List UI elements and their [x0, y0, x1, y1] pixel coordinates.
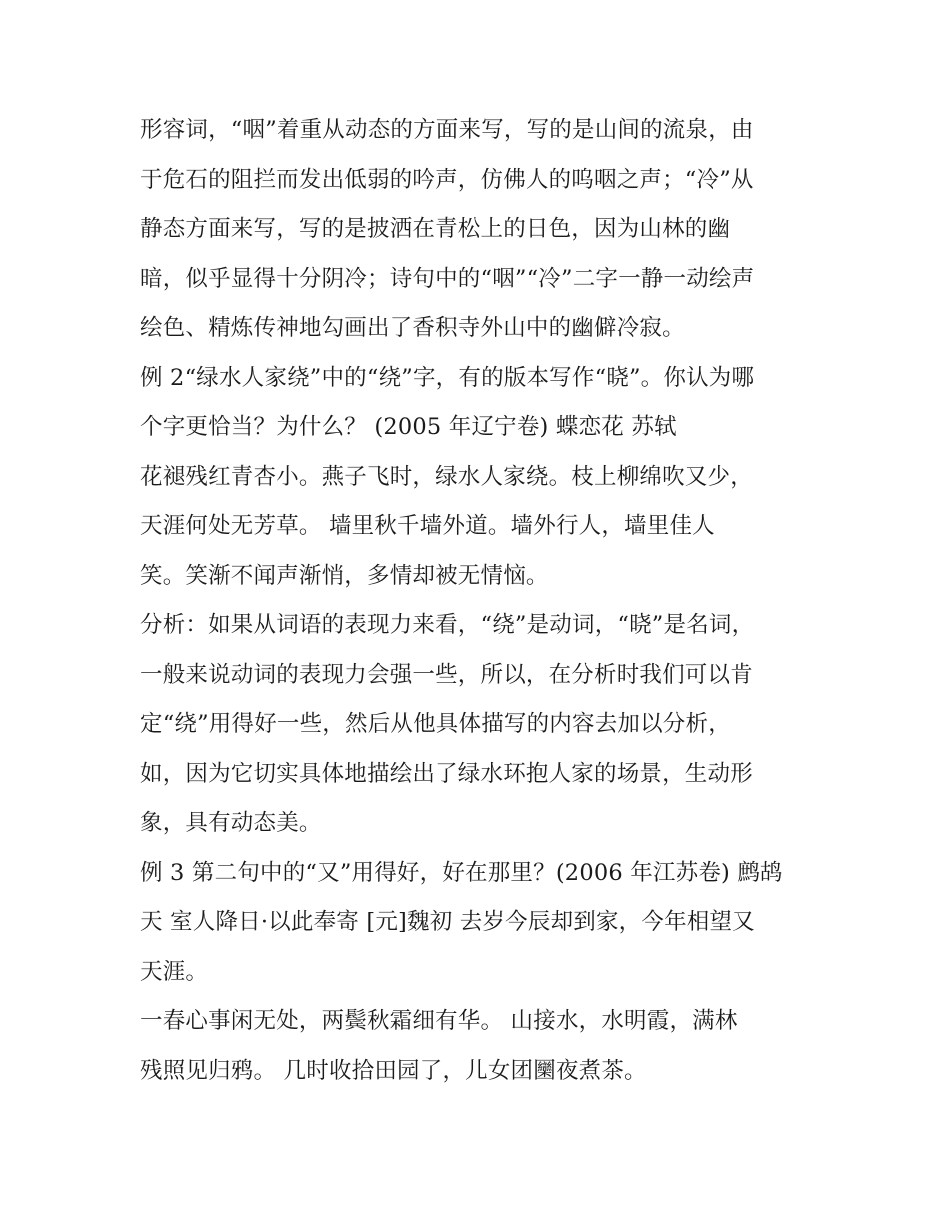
text-line: 分析：如果从词语的表现力来看，“绕”是动词，“晓”是名词， [140, 612, 755, 638]
text-line: 象，具有动态美。 [140, 810, 322, 836]
text-line: 天涯何处无芳草。 墙里秋千墙外道。墙外行人，墙里佳人 [140, 513, 715, 539]
text-line: 一春心事闲无处，两鬓秋霜细有华。 山接水，水明霞，满林 [140, 1008, 738, 1034]
document-body [140, 106, 820, 1096]
text-line: 个字更恰当？为什么？ (2005 年辽宁卷) 蝶恋花 苏轼 [140, 414, 677, 440]
text-line: 定“绕”用得好一些，然后从他具体描写的内容去加以分析， [140, 711, 731, 737]
text-line: 花褪残红青杏小。燕子飞时，绿水人家绕。枝上柳绵吹又少， [140, 463, 753, 490]
text-line: 天涯。 [140, 958, 209, 985]
text-line: 笑。笑渐不闻声渐悄，多情却被无情恼。 [140, 562, 549, 589]
text-line: 一般来说动词的表现力会强一些，所以，在分析时我们可以肯 [140, 661, 753, 688]
text-line: 绘色、精炼传神地勾画出了香积寺外山中的幽僻冷寂。 [140, 315, 685, 341]
text-line: 如，因为它切实具体地描绘出了绿水环抱人家的场景，生动形 [140, 760, 753, 787]
text-line: 暗，似乎显得十分阴冷；诗句中的“咽”“冷”二字一静一动绘声 [140, 265, 755, 292]
text-line: 于危石的阻拦而发出低弱的吟声，仿佛人的呜咽之声；“冷”从 [140, 166, 754, 193]
text-line: 静态方面来写，写的是披洒在青松上的日色，因为山林的幽 [140, 216, 731, 242]
text-line: 例 2“绿水人家绕”中的“绕”字，有的版本写作“晓”。你认为哪 [140, 364, 755, 391]
text-line: 例 3 第二句中的“又”用得好，好在那里？(2006 年江苏卷) 鹧鸪 [140, 859, 783, 886]
text-line: 天 室人降日·以此奉寄 [元]魏初 去岁今辰却到家，今年相望又 [140, 909, 755, 935]
text-line: 形容词，“咽”着重从动态的方面来写，写的是山间的流泉，由 [140, 117, 754, 143]
text-line: 残照见归鸦。 几时收拾田园了，儿女团圞夜煮茶。 [140, 1057, 647, 1084]
